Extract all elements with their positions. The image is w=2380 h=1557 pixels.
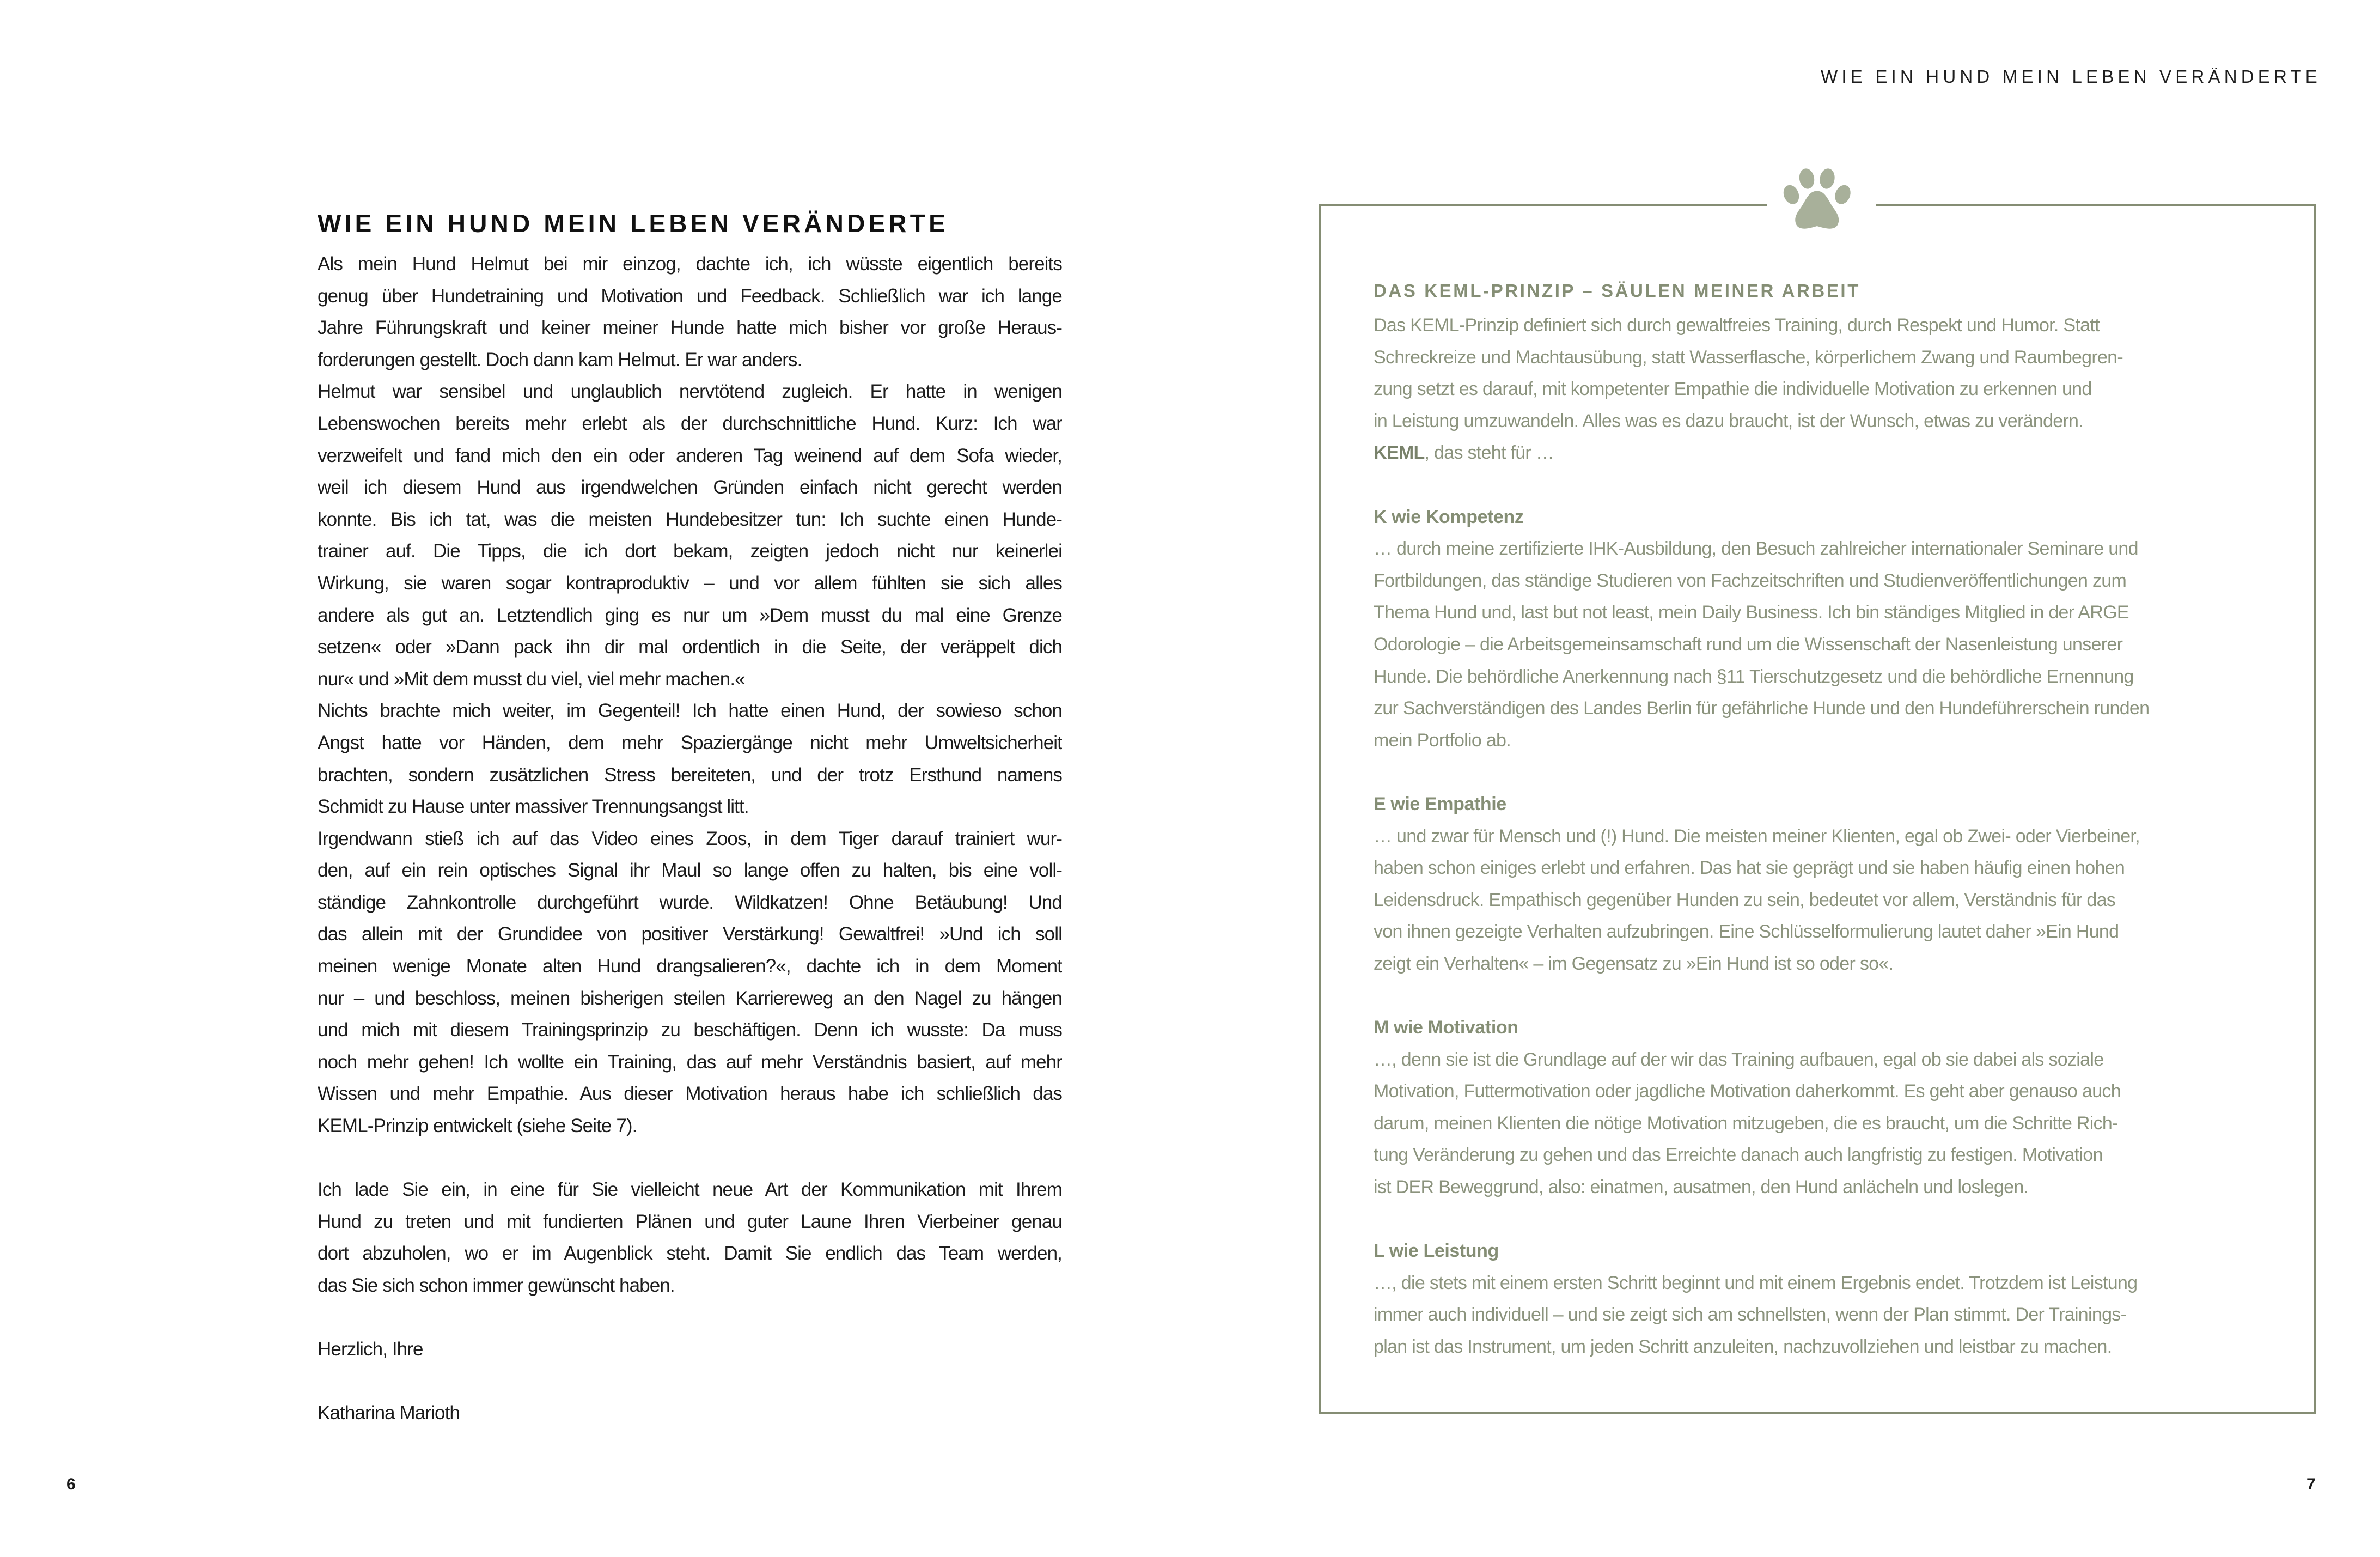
section-gap xyxy=(1374,1203,2267,1236)
section-line: ist DER Beweggrund, also: einatmen, ausatmen, den Hund anlächeln und loslegen. xyxy=(1374,1177,2029,1198)
section-line: … durch meine zertifizierte IHK-Ausbildung, den Besuch zahlreicher internationaler Seminare und xyxy=(1374,538,2138,559)
text-line: noch mehr gehen! Ich wollte ein Training, das auf mehr Verständnis basiert, auf mehr xyxy=(318,1051,1062,1073)
text-line: dort abzuholen, wo er im Augenblick steht. Damit Sie endlich das Team werden, xyxy=(318,1243,1062,1264)
text-line: Wissen und mehr Empathie. Aus dieser Motivation heraus habe ich schließlich das xyxy=(318,1083,1062,1105)
text-line: und mich mit diesem Trainingsprinzip zu beschäftigen. Denn ich wusste: Da muss xyxy=(318,1019,1062,1041)
section-line: von ihnen gezeigte Verhalten aufzubringen. Eine Schlüsselformulierung lautet daher »Ein Hund xyxy=(1374,921,2119,942)
paw-icon xyxy=(1770,157,1868,243)
text-line: Angst hatte vor Händen, dem mehr Spaziergänge nicht mehr Umweltsicherheit xyxy=(318,732,1062,753)
text-line: Katharina Marioth xyxy=(318,1402,460,1424)
section-line: haben schon einiges erlebt und erfahren. Das hat sie geprägt und sie haben häufig einen hohen xyxy=(1374,857,2125,879)
text-line: nur« und »Mit dem musst du viel, viel mehr machen.« xyxy=(318,668,745,690)
section-line: …, denn sie ist die Grundlage auf der wir das Training aufbauen, egal ob sie dabei als soziale xyxy=(1374,1049,2104,1070)
section-heading: M wie Motivation xyxy=(1374,1017,1518,1038)
running-header: WIE EIN HUND MEIN LEBEN VERÄNDERTE xyxy=(1821,66,2321,87)
text-line: KEML-Prinzip entwickelt (siehe Seite 7). xyxy=(318,1115,637,1137)
text-line: Nichts brachte mich weiter, im Gegenteil! Ich hatte einen Hund, der sowieso schon xyxy=(318,700,1062,722)
text-line: forderungen gestellt. Doch dann kam Helmut. Er war anders. xyxy=(318,349,802,370)
text-line: Ich lade Sie ein, in eine für Sie vielleicht neue Art der Kommunikation mit Ihrem xyxy=(318,1179,1062,1201)
intro-line xyxy=(1374,437,2267,469)
box-body xyxy=(1374,309,2267,1363)
text-line: Als mein Hund Helmut bei mir einzog, dachte ich, ich wüsste eigentlich bereits xyxy=(318,253,1062,275)
intro-line: Das KEML-Prinzip definiert sich durch gewaltfreies Training, durch Respekt und Humor. Statt xyxy=(1374,315,2100,336)
box-title: DAS KEML-PRINZIP – SÄULEN MEINER ARBEIT xyxy=(1374,281,1860,301)
text-line: nur – und beschloss, meinen bisherigen steilen Karriereweg an den Nagel zu hängen xyxy=(318,987,1062,1009)
text-line: Schmidt zu Hause unter massiver Trennungsangst litt. xyxy=(318,796,749,818)
section-line: immer auch individuell – und sie zeigt sich am schnellsten, wenn der Plan stimmt. Der Trainings- xyxy=(1374,1304,2127,1325)
text-line: verzweifelt und fand mich den ein oder anderen Tag weinend auf dem Sofa wieder, xyxy=(318,445,1062,466)
text-line: genug über Hundetraining und Motivation und Feedback. Schließlich war ich lange xyxy=(318,285,1062,307)
page-title: WIE EIN HUND MEIN LEBEN VERÄNDERTE xyxy=(318,209,949,238)
page-number-left: 6 xyxy=(66,1475,76,1493)
text-line: brachten, sondern zusätzlichen Stress bereiteten, und der trotz Ersthund namens xyxy=(318,764,1062,786)
section-line: mein Portfolio ab. xyxy=(1374,729,1511,751)
text-line: weil ich diesem Hund aus irgendwelchen Gründen einfach nicht gerecht werden xyxy=(318,477,1062,498)
text-line: trainer auf. Die Tipps, die ich dort bekam, zeigten jedoch nicht nur keinerlei xyxy=(318,540,1062,562)
section-line: plan ist das Instrument, um jeden Schritt anzuleiten, nachzuvollziehen und leistbar zu machen. xyxy=(1374,1336,2112,1357)
section-line: Leidensdruck. Empathisch gegenüber Hunden zu sein, bedeutet vor allem, Verständnis für das xyxy=(1374,889,2116,910)
paragraph-gap xyxy=(318,1302,1062,1334)
section-heading: K wie Kompetenz xyxy=(1374,506,1524,527)
intro-line: zung setzt es darauf, mit kompetenter Empathie die individuelle Motivation zu erkennen und xyxy=(1374,379,2092,400)
section-line: zur Sachverständigen des Landes Berlin für gefährliche Hunde und den Hundeführerschein runden xyxy=(1374,698,2150,719)
section-line: … und zwar für Mensch und (!) Hund. Die meisten meiner Klienten, egal ob Zwei- oder Vierbeiner, xyxy=(1374,825,2140,847)
section-gap xyxy=(1374,469,2267,501)
keml-box-content xyxy=(1374,279,2267,1363)
page-number-right: 7 xyxy=(2306,1475,2316,1493)
section-line: Hunde. Die behördliche Anerkennung nach §11 Tierschutzgesetz und die behördliche Ernennung xyxy=(1374,666,2134,687)
intro-rest: , das steht für … xyxy=(1424,442,1554,464)
text-line: den, auf ein rein optisches Signal ihr Maul so lange offen zu halten, bis eine voll- xyxy=(318,860,1062,881)
text-line: konnte. Bis ich tat, was die meisten Hundebesitzer tun: Ich suchte einen Hunde- xyxy=(318,508,1062,530)
text-line: das allein mit der Grundidee von positiver Verstärkung! Gewaltfrei! »Und ich soll xyxy=(318,923,1062,945)
text-line: setzen« oder »Dann pack ihn dir mal ordentlich in die Seite, der veräppelt dich xyxy=(318,636,1062,658)
section-line: zeigt ein Verhalten« – im Gegensatz zu »Ein Hund ist so oder so«. xyxy=(1374,953,1894,974)
text-line: andere als gut an. Letztendlich ging es nur um »Dem musst du mal eine Grenze xyxy=(318,604,1062,626)
text-line: Hund zu treten und mit fundierten Plänen und guter Laune Ihren Vierbeiner genau xyxy=(318,1211,1062,1232)
text-line: Jahre Führungskraft und keiner meiner Hunde hatte mich bisher vor große Heraus- xyxy=(318,317,1062,339)
paragraph-gap xyxy=(318,1142,1062,1175)
text-line: Lebenswochen bereits mehr erlebt als der durchschnittliche Hund. Kurz: Ich war xyxy=(318,412,1062,434)
section-line: tung Veränderung zu gehen und das Erreichte danach auch langfristig zu festigen. Motivation xyxy=(1374,1145,2103,1166)
intro-line: Schreckreize und Machtausübung, statt Wasserflasche, körperlichem Zwang und Raumbegren- xyxy=(1374,346,2123,368)
section-line: …, die stets mit einem ersten Schritt beginnt und mit einem Ergebnis endet. Trotzdem ist Leistung xyxy=(1374,1272,2138,1293)
text-line: das Sie sich schon immer gewünscht haben. xyxy=(318,1275,675,1296)
section-gap xyxy=(1374,980,2267,1012)
intro-line: in Leistung umzuwandeln. Alles was es dazu braucht, ist der Wunsch, etwas zu verändern. xyxy=(1374,410,2083,431)
section-gap xyxy=(1374,756,2267,788)
text-line: Wirkung, sie waren sogar kontraproduktiv – und vor allem fühlten sie sich alles xyxy=(318,572,1062,594)
section-heading: L wie Leistung xyxy=(1374,1240,1499,1262)
text-line: meinen wenige Monate alten Hund drangsalieren?«, dachte ich in dem Moment xyxy=(318,956,1062,977)
paragraph-gap xyxy=(318,1366,1062,1398)
text-line: Herzlich, Ihre xyxy=(318,1339,423,1360)
section-line: darum, meinen Klienten die nötige Motivation mitzugeben, die es braucht, um die Schritte Rich- xyxy=(1374,1112,2118,1134)
body-text xyxy=(318,248,1062,1430)
section-heading: E wie Empathie xyxy=(1374,793,1506,814)
text-line: Irgendwann stieß ich auf das Video eines Zoos, in dem Tiger darauf trainiert wur- xyxy=(318,828,1062,849)
section-line: Fortbildungen, das ständige Studieren von Fachzeitschriften und Studienveröffentlichungen zum xyxy=(1374,570,2127,591)
left-page-column xyxy=(318,209,1062,1430)
keml-emphasis: KEML xyxy=(1374,442,1425,464)
text-line: ständige Zahnkontrolle durchgeführt wurde. Wildkatzen! Ohne Betäubung! Und xyxy=(318,891,1062,913)
section-line: Thema Hund und, last but not least, mein Daily Business. Ich bin ständiges Mitglied in der ARGE xyxy=(1374,602,2129,623)
section-line: Odorologie – die Arbeitsgemeinsamschaft rund um die Wissenschaft der Nasenleistung unserer xyxy=(1374,634,2123,655)
section-line: Motivation, Futtermotivation oder jagdliche Motivation daherkommt. Es geht aber genauso auch xyxy=(1374,1081,2121,1102)
text-line: Helmut war sensibel und unglaublich nervtötend zugleich. Er hatte in wenigen xyxy=(318,381,1062,403)
